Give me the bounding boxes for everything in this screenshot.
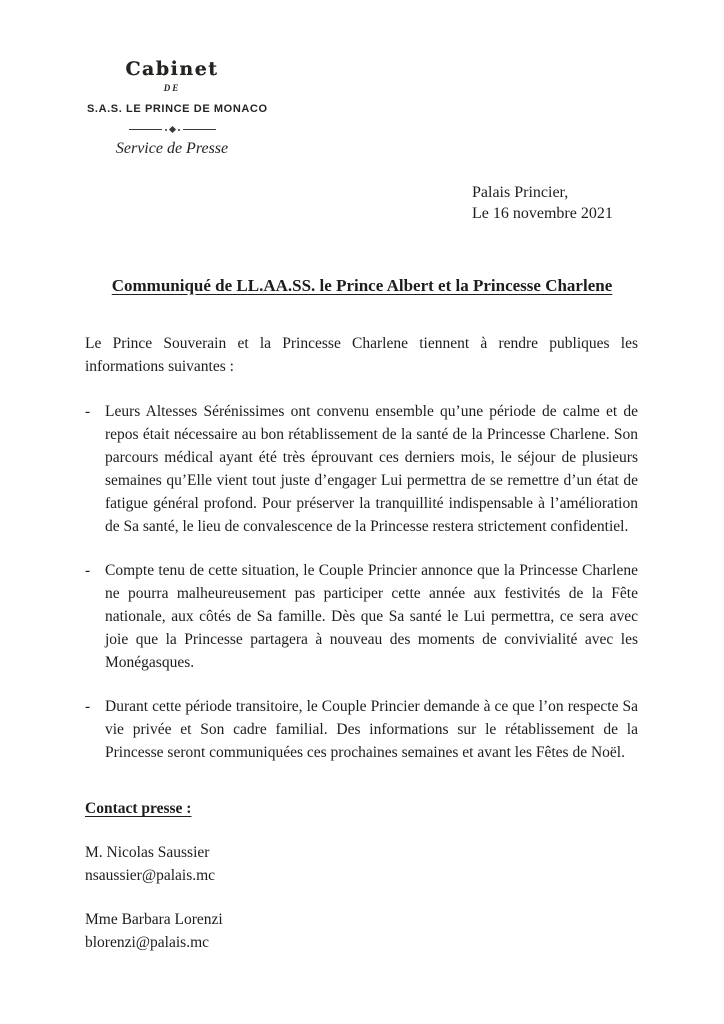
bullet-text: Durant cette période transitoire, le Couple Princier demande à ce que l’on respecte Sa vie privée et Son cadre familial. Des informations sur le rétablissement de la Princesse seront communiquées ces prochaines semaines et avant les Fêtes de Noël.	[105, 698, 638, 761]
bullet-dash: -	[85, 562, 91, 579]
contact-email: nsaussier@palais.mc	[85, 867, 216, 884]
letterhead	[87, 58, 268, 159]
intro-paragraph: Le Prince Souverain et la Princesse Charlene tiennent à rendre publiques les informations suivantes :	[85, 335, 638, 375]
contact-email: blorenzi@palais.mc	[85, 934, 210, 951]
dateline-place: Palais Princier,	[472, 184, 569, 201]
bullet-text: Leurs Altesses Sérénissimes ont convenu ensemble qu’une période de calme et de repos était nécessaire au bon rétablissement de la santé de la Princesse Charlene. Son parcours médical ayant été très éprouvant ces derniers mois, le séjour de plusieurs semaines qu’Elle vient tout juste d’engager Lui permettra de se remettre d’un état de fatigue général profond. Pour préserver la tranquillité indispensable à l’amélioration de Sa santé, le lieu de convalescence de la Princesse restera strictement confidentiel.	[105, 403, 638, 535]
communique-title: Communiqué de LL.AA.SS. le Prince Albert et la Princesse Charlene	[111, 276, 613, 295]
bullet-item-2	[85, 559, 638, 674]
divider-rule-right	[183, 129, 216, 130]
letterhead-divider-ornament	[87, 127, 257, 132]
letterhead-service-de-presse: Service de Presse	[115, 140, 229, 157]
divider-diamond-icon	[168, 126, 175, 133]
contact-name: Mme Barbara Lorenzi	[85, 911, 223, 928]
bullet-text: Compte tenu de cette situation, le Couple Princier annonce que la Princesse Charlene ne pourra malheureusement pas participer cette année aux festivités de la Fête nationale, aux côtés de Sa famille. Dès que Sa santé le Lui permettra, ce sera avec joie que la Princesse partagera à nouveau des moments de convivialité avec les Monégasques.	[105, 562, 638, 671]
contact-section	[85, 797, 638, 954]
letterhead-de: DE	[163, 83, 181, 93]
contact-heading: Contact presse :	[85, 800, 192, 817]
letterhead-prince-line: S.A.S. LE PRINCE DE MONACO	[87, 103, 268, 115]
bullet-item-1	[85, 400, 638, 538]
divider-dot-right	[178, 129, 180, 131]
contact-entry-1	[85, 841, 638, 887]
bullet-dash: -	[85, 403, 91, 420]
divider-dot-left	[165, 129, 167, 131]
dateline-date: Le 16 novembre 2021	[472, 205, 613, 222]
contact-name: M. Nicolas Saussier	[85, 844, 210, 861]
bullet-list	[85, 400, 638, 764]
contact-entry-2	[85, 908, 638, 954]
bullet-dash: -	[85, 698, 91, 715]
divider-rule-left	[129, 129, 162, 130]
bullet-item-3	[85, 695, 638, 764]
dateline	[472, 182, 724, 224]
letterhead-cabinet-wordmark: Cabinet	[125, 58, 219, 80]
